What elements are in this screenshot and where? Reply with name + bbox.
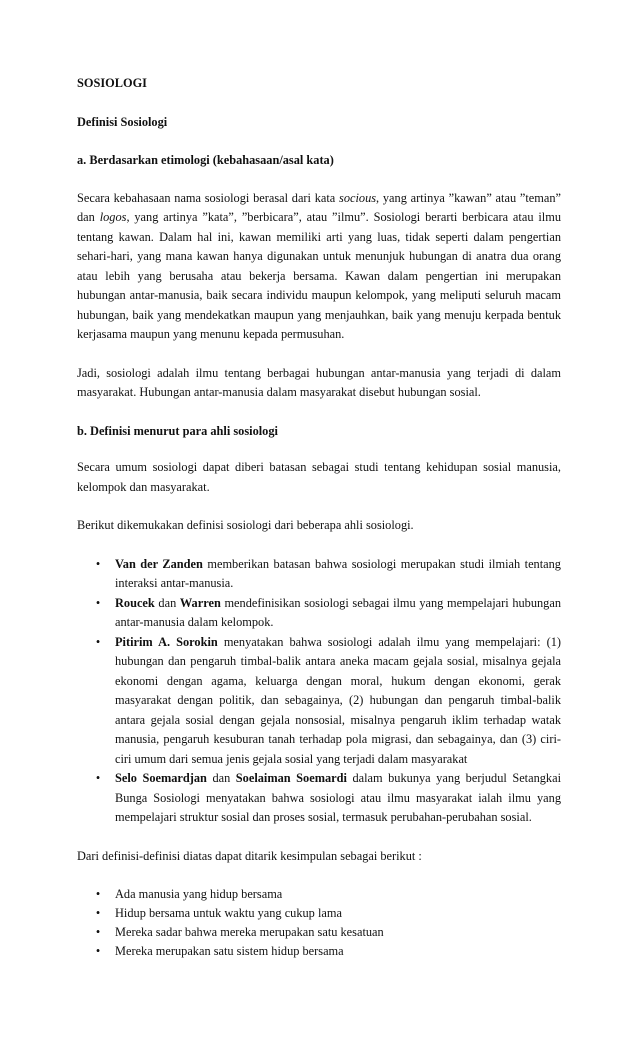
section-a-heading: a. Berdasarkan etimologi (kebahasaan/asal kata)	[77, 153, 334, 167]
expert-name: Selo Soemardjan	[115, 771, 207, 785]
bullet-icon: •	[95, 906, 101, 920]
list-item: • Roucek dan Warren mendefinisikan sosiologi sebagai ilmu yang mempelajari hubungan antar-manusia dalam kelompok.	[77, 594, 561, 633]
section-b-paragraph-1: Secara umum sosiologi dapat diberi batasan sebagai studi tentang kehidupan sosial manusia, kelompok dan masyarakat.	[77, 460, 561, 494]
expert-name: Pitirim A. Sorokin	[115, 634, 218, 649]
list-item: • Pitirim A. Sorokin menyatakan bahwa sosiologi adalah ilmu yang mempelajari: (1) hubungan dan pengaruh timbal-balik antara aneka macam gejala sosial, misalnya gejala ekonomi dengan agama, keluarga dengan moral, hukum dengan ekonomi, gerak masyarakat dengan politik, dan sebagainya, (2) hubungan dan pengaruh timbal-balik antara gejala sosial dengan gejala nonsosial, misalnya pengaruh iklim terhadap watak manusia, pengaruh kesuburan tanah terhadap pola migrasi, dan sebagainya, dan (3) ciri-ciri umum dari semua jenis gejala sosial yang terjadi dalam masyarakat	[77, 633, 561, 770]
bullet-icon: •	[95, 771, 101, 785]
bullet-icon: •	[95, 887, 101, 901]
conclusion-list	[77, 885, 561, 961]
list-item: • Mereka sadar bahwa mereka merupakan satu kesatuan	[77, 923, 561, 942]
expert-name: Soelaiman Soemardi	[235, 771, 347, 785]
list-item: • Van der Zanden memberikan batasan bahwa sosiologi merupakan studi ilmiah tentang interaksi antar-manusia.	[77, 555, 561, 594]
list-item: • Hidup bersama untuk waktu yang cukup lama	[77, 904, 561, 923]
term-socious: socious	[339, 190, 377, 205]
bullet-icon: •	[95, 944, 101, 958]
expert-definitions-list	[77, 555, 561, 828]
document-page	[77, 74, 561, 980]
section-a-paragraph-1: Secara kebahasaan nama sosiologi berasal dari kata socious, yang artinya ”kawan” atau ”teman” dan logos, yang artinya ”kata”, ”berbicara”, atau ”ilmu”. Sosiologi berarti berbicara atau ilmu tentang kawan. Dalam hal ini, kawan memiliki arti yang luas, tidak seperti dalam pengertian sehari-hari, yang mana kawan hanya digunakan untuk menunjuk hubungan di anatra dua orang atau lebih yang berusaha atau bekerja bersama. Kawan dalam pengertian ini merupakan hubungan antar-manusia, baik secara individu maupun kelompok, yang meliputi seluruh macam hubungan, baik yang mendekatkan maupun yang menjauhkan, baik yang menuju kerpada bentuk kerjasama maupun yang menunu kepada permusuhan.	[77, 190, 561, 341]
term-logos: logos	[99, 210, 127, 224]
conclusion-intro: Dari definisi-definisi diatas dapat ditarik kesimpulan sebagai berikut :	[77, 848, 422, 863]
bullet-icon: •	[95, 925, 101, 939]
bullet-icon: •	[95, 556, 101, 571]
expert-name: Warren	[179, 595, 221, 610]
list-item: • Ada manusia yang hidup bersama	[77, 885, 561, 904]
section-b-paragraph-2: Berikut dikemukakan definisi sosiologi dari beberapa ahli sosiologi.	[77, 518, 414, 532]
document-subtitle: Definisi Sosiologi	[77, 114, 168, 129]
section-b-heading: b. Definisi menurut para ahli sosiologi	[77, 423, 278, 438]
document-title: SOSIOLOGI	[77, 76, 147, 90]
expert-name: Van der Zanden	[115, 556, 203, 571]
list-item: • Mereka merupakan satu sistem hidup bersama	[77, 942, 561, 961]
expert-name: Roucek	[115, 595, 155, 610]
bullet-icon: •	[95, 595, 101, 610]
section-a-paragraph-2: Jadi, sosiologi adalah ilmu tentang berbagai hubungan antar-manusia yang terjadi di dalam masyarakat. Hubungan antar-manusia dalam masyarakat disebut hubungan sosial.	[77, 365, 561, 399]
bullet-icon: •	[95, 634, 101, 649]
list-item: • Selo Soemardjan dan Soelaiman Soemardi dalam bukunya yang berjudul Setangkai Bunga Sosiologi menyatakan bahwa sosiologi atau ilmu masyarakat ialah ilmu yang mempelajari struktur sosial dan proses sosial, termasuk perubahan-perubahan sosial.	[77, 769, 561, 828]
